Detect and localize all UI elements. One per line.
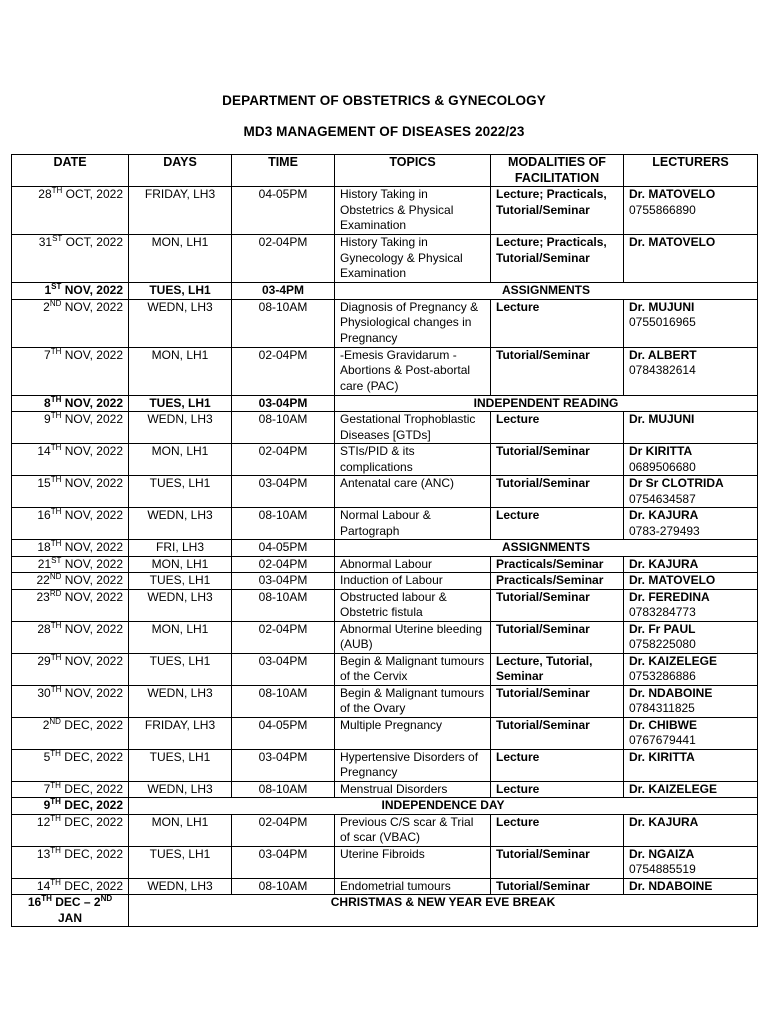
lecturer-cell (624, 299, 758, 347)
time-cell: 04-05PM (232, 717, 335, 749)
event-cell: ASSIGNMENTS (335, 540, 758, 557)
date-cell (12, 895, 129, 927)
lecturer-cell (624, 444, 758, 476)
time-cell: 02-04PM (232, 621, 335, 653)
lecturer-phone: 0753286886 (629, 669, 696, 683)
lecturer-cell (624, 347, 758, 395)
time-cell: 03-04PM (232, 573, 335, 590)
table-row (12, 508, 758, 540)
lecturer-name: Dr Sr CLOTRIDA (629, 476, 724, 490)
date-cell (12, 717, 129, 749)
date-suffix: TH (50, 443, 62, 452)
date-month: DEC, 2022 (60, 846, 123, 861)
topic-cell: Abnormal Labour (335, 556, 491, 573)
lecturer-name: Dr. NDABOINE (629, 685, 713, 700)
days-cell: MON, LH1 (129, 347, 232, 395)
header-days: DAYS (129, 155, 232, 187)
table-row (12, 798, 758, 815)
lecturer-cell (624, 508, 758, 540)
lecturer-phone: 0754885519 (629, 862, 696, 876)
days-cell: WEDN, LH3 (129, 878, 232, 895)
header-time: TIME (232, 155, 335, 187)
lecturer-cell (624, 235, 758, 283)
modality-cell: Tutorial/Seminar (491, 878, 624, 895)
date-cell (12, 187, 129, 235)
days-cell: TUES, LH1 (129, 395, 232, 412)
time-cell: 02-04PM (232, 814, 335, 846)
table-row (12, 444, 758, 476)
date-month: NOV, 2022 (61, 540, 123, 554)
date-suffix: TH (50, 846, 61, 855)
modality-cell: Tutorial/Seminar (491, 589, 624, 621)
date-day: 18 (37, 540, 51, 554)
lecturer-cell (624, 814, 758, 846)
lecturer-cell (624, 685, 758, 717)
date-cell (12, 685, 129, 717)
days-cell: MON, LH1 (129, 814, 232, 846)
time-cell: 03-04PM (232, 846, 335, 878)
date-month: NOV, 2022 (61, 299, 123, 314)
topic-cell: Gestational Trophoblastic Diseases [GTDs] (335, 412, 491, 444)
topic-cell: Menstrual Disorders (335, 781, 491, 798)
time-cell: 03-04PM (232, 395, 335, 412)
days-cell: MON, LH1 (129, 235, 232, 283)
date-day: 30 (37, 685, 51, 700)
date-month: NOV, 2022 (61, 412, 123, 426)
date-month: NOV, 2022 (61, 476, 123, 490)
date-day: 31 (38, 235, 53, 249)
date-cell (12, 235, 129, 283)
topic-cell: -Emesis Gravidarum -Abortions & Post-abortal care (PAC) (335, 347, 491, 395)
days-cell: MON, LH1 (129, 556, 232, 573)
time-cell: 03-4PM (232, 283, 335, 300)
lecturer-cell (624, 781, 758, 798)
days-cell: MON, LH1 (129, 444, 232, 476)
date-suffix: TH (50, 475, 62, 484)
topic-cell: Uterine Fibroids (335, 846, 491, 878)
modality-cell: Tutorial/Seminar (491, 347, 624, 395)
lecturer-name: Dr. KAIZELEGE (629, 781, 718, 796)
date-day: 9 (43, 798, 51, 812)
date-day: 28 (38, 187, 52, 201)
date-suffix: ND (49, 717, 61, 726)
time-cell: 03-04PM (232, 653, 335, 685)
table-row (12, 412, 758, 444)
header-modalities: MODALITIES OF FACILITATION (491, 155, 624, 187)
date-month: DEC, 2022 (60, 781, 123, 796)
date-suffix: ST (51, 282, 62, 291)
date-day: 1 (44, 283, 52, 297)
date-day: 28 (37, 621, 51, 636)
schedule-table (11, 154, 758, 927)
time-cell: 02-04PM (232, 556, 335, 573)
lecturer-name: Dr. KAJURA (629, 814, 699, 829)
table-row (12, 395, 758, 412)
lecturer-phone: 0783284773 (629, 605, 696, 619)
date-day: 21 (37, 556, 52, 571)
date-month: DEC, 2022 (60, 798, 123, 812)
lecturer-cell (624, 556, 758, 573)
modality-cell: Practicals/Seminar (491, 573, 624, 590)
lecturer-name: Dr. FEREDINA (629, 589, 710, 604)
days-cell: FRIDAY, LH3 (129, 717, 232, 749)
lecturer-cell (624, 187, 758, 235)
days-cell: WEDN, LH3 (129, 508, 232, 540)
table-row (12, 556, 758, 573)
table-row (12, 299, 758, 347)
table-row (12, 589, 758, 621)
time-cell: 08-10AM (232, 299, 335, 347)
date-suffix: TH (50, 539, 62, 548)
date-cell (12, 476, 129, 508)
time-cell: 08-10AM (232, 781, 335, 798)
date-day: 23 (36, 589, 50, 604)
lecturer-name: Dr. CHIBWE (629, 717, 698, 732)
date-suffix: TH (50, 685, 62, 694)
time-cell: 04-05PM (232, 187, 335, 235)
date-cell (12, 814, 129, 846)
date-month: DEC – 2 (51, 895, 101, 909)
topic-cell: Begin & Malignant tumours of the Ovary (335, 685, 491, 717)
lecturer-phone: 0783-279493 (629, 523, 700, 538)
event-cell: ASSIGNMENTS (335, 283, 758, 300)
table-row (12, 540, 758, 557)
header-lecturers: LECTURERS (624, 155, 758, 187)
date-month: DEC, 2022 (60, 717, 123, 732)
lecturer-name: Dr KIRITTA (629, 444, 693, 458)
date-month: NOV, 2022 (61, 347, 123, 362)
time-cell: 02-04PM (232, 347, 335, 395)
days-cell: WEDN, LH3 (129, 412, 232, 444)
header-topics: TOPICS (335, 155, 491, 187)
table-row (12, 878, 758, 895)
date-day: 2 (42, 717, 50, 732)
modality-cell: Tutorial/Seminar (491, 444, 624, 476)
date-month: NOV, 2022 (61, 621, 123, 636)
time-cell: 02-04PM (232, 444, 335, 476)
date-suffix: TH (50, 653, 62, 662)
topic-cell: Induction of Labour (335, 573, 491, 590)
days-cell: TUES, LH1 (129, 749, 232, 781)
date-month: NOV, 2022 (61, 589, 123, 604)
date-suffix: TH (41, 894, 52, 903)
date-day: 12 (36, 814, 51, 829)
lecturer-name: Dr. MATOVELO (629, 187, 716, 201)
modality-cell: Lecture, Tutorial, Seminar (491, 653, 624, 685)
lecturer-name: Dr. MATOVELO (629, 573, 716, 587)
topic-cell: Abnormal Uterine bleeding (AUB) (335, 621, 491, 653)
modality-cell: Tutorial/Seminar (491, 685, 624, 717)
days-cell: FRIDAY, LH3 (129, 187, 232, 235)
header-row (12, 155, 758, 187)
date-suffix: TH (50, 347, 62, 356)
table-row (12, 187, 758, 235)
days-cell: TUES, LH1 (129, 476, 232, 508)
date-cell (12, 798, 129, 815)
lecturer-phone: 0754634587 (629, 491, 696, 506)
date-month: NOV, 2022 (61, 395, 123, 410)
modality-cell: Lecture (491, 749, 624, 781)
lecturer-name: Dr. KIRITTA (629, 749, 695, 764)
modality-cell: Tutorial/Seminar (491, 717, 624, 749)
date-suffix: ND (100, 894, 113, 903)
date-suffix: ND (49, 299, 62, 308)
time-cell: 03-04PM (232, 476, 335, 508)
lecturer-name: Dr. Fr PAUL (629, 621, 696, 636)
lecturer-phone: 0689506680 (629, 459, 696, 474)
lecturer-cell (624, 589, 758, 621)
date-cell (12, 589, 129, 621)
date-cell (12, 444, 129, 476)
time-cell: 03-04PM (232, 749, 335, 781)
topic-cell: Multiple Pregnancy (335, 717, 491, 749)
days-cell: TUES, LH1 (129, 283, 232, 300)
date-month: NOV, 2022 (61, 283, 123, 297)
lecturer-name: Dr. MUJUNI (629, 299, 695, 314)
table-row (12, 781, 758, 798)
lecturer-phone: 0767679441 (629, 733, 696, 747)
date-cell (12, 781, 129, 798)
topic-cell: Obstructed labour & Obstetric fistula (335, 589, 491, 621)
date-month: NOV, 2022 (61, 685, 123, 700)
date-suffix: TH (50, 621, 62, 630)
lecturer-name: Dr. ALBERT (629, 347, 697, 362)
date-suffix: ND (49, 572, 62, 581)
modality-cell: Lecture; Practicals, Tutorial/Seminar (491, 187, 624, 235)
topic-cell: History Taking in Obstetrics & Physical Examination (335, 187, 491, 235)
table-row (12, 749, 758, 781)
time-cell: 08-10AM (232, 685, 335, 717)
modality-cell: Tutorial/Seminar (491, 621, 624, 653)
table-row (12, 235, 758, 283)
date-cell (12, 846, 129, 878)
lecturer-name: Dr. KAJURA (629, 556, 699, 571)
lecturer-cell (624, 749, 758, 781)
modality-cell: Tutorial/Seminar (491, 846, 624, 878)
time-cell: 02-04PM (232, 235, 335, 283)
topic-cell: STIs/PID & its complications (335, 444, 491, 476)
date-cell (12, 878, 129, 895)
time-cell: 04-05PM (232, 540, 335, 557)
date-suffix: TH (50, 395, 62, 404)
modality-cell: Lecture (491, 814, 624, 846)
lecturer-name: Dr. MATOVELO (629, 235, 716, 249)
date-cell (12, 621, 129, 653)
topic-cell: Previous C/S scar & Trial of scar (VBAC) (335, 814, 491, 846)
date-day: 13 (36, 846, 51, 861)
table-row (12, 895, 758, 927)
table-row (12, 717, 758, 749)
date-month: JAN (57, 910, 82, 925)
date-cell (12, 508, 129, 540)
date-suffix: ST (51, 556, 62, 565)
days-cell: FRI, LH3 (129, 540, 232, 557)
date-suffix: TH (50, 797, 61, 806)
topic-cell: Endometrial tumours (335, 878, 491, 895)
date-day: 7 (44, 347, 51, 362)
date-day: 16 (37, 508, 51, 522)
lecturer-cell (624, 476, 758, 508)
time-cell: 08-10AM (232, 508, 335, 540)
days-cell: WEDN, LH3 (129, 589, 232, 621)
modality-cell: Lecture (491, 781, 624, 798)
date-day: 8 (44, 395, 51, 410)
date-cell (12, 412, 129, 444)
date-month: DEC, 2022 (60, 749, 123, 764)
date-cell (12, 653, 129, 685)
date-cell (12, 556, 129, 573)
lecturer-cell (624, 412, 758, 444)
topic-cell: Antenatal care (ANC) (335, 476, 491, 508)
event-cell: INDEPENDENCE DAY (129, 798, 758, 815)
days-cell: WEDN, LH3 (129, 299, 232, 347)
date-month: NOV, 2022 (61, 653, 123, 668)
date-day: 7 (43, 781, 51, 796)
date-month: NOV, 2022 (61, 573, 123, 587)
date-day: 5 (43, 749, 51, 764)
department-title: DEPARTMENT OF OBSTETRICS & GYNECOLOGY (222, 93, 546, 108)
date-month: NOV, 2022 (61, 444, 123, 458)
date-day: 15 (37, 476, 51, 490)
date-day: 9 (44, 412, 51, 426)
date-suffix: RD (49, 589, 62, 598)
days-cell: TUES, LH1 (129, 653, 232, 685)
schedule-body (12, 187, 758, 927)
date-day: 29 (37, 653, 51, 668)
lecturer-cell (624, 573, 758, 590)
date-month: DEC, 2022 (60, 814, 123, 829)
date-cell (12, 299, 129, 347)
date-cell (12, 573, 129, 590)
modality-cell: Practicals/Seminar (491, 556, 624, 573)
table-row (12, 814, 758, 846)
date-month: OCT, 2022 (62, 235, 123, 249)
date-cell (12, 395, 129, 412)
date-day: 16 (27, 895, 42, 909)
table-row (12, 653, 758, 685)
date-month: NOV, 2022 (61, 508, 123, 522)
date-suffix: TH (50, 749, 61, 758)
event-cell: INDEPENDENT READING (335, 395, 758, 412)
date-cell (12, 540, 129, 557)
date-suffix: TH (51, 186, 63, 195)
lecturer-name: Dr. NDABOINE (629, 878, 713, 893)
lecturer-name: Dr. KAJURA (629, 508, 699, 522)
table-row (12, 347, 758, 395)
time-cell: 08-10AM (232, 412, 335, 444)
lecturer-cell (624, 653, 758, 685)
date-day: 2 (43, 299, 50, 314)
lecturer-phone: 0758225080 (629, 637, 696, 651)
table-row (12, 685, 758, 717)
time-cell: 08-10AM (232, 878, 335, 895)
days-cell: WEDN, LH3 (129, 781, 232, 798)
days-cell: TUES, LH1 (129, 573, 232, 590)
table-row (12, 573, 758, 590)
lecturer-phone: 0755866890 (629, 202, 696, 217)
date-month: OCT, 2022 (62, 187, 123, 201)
lecturer-cell (624, 717, 758, 749)
lecturer-name: Dr. NGAIZA (629, 846, 695, 861)
date-day: 14 (37, 444, 51, 458)
date-month: DEC, 2022 (60, 878, 123, 893)
date-suffix: TH (50, 781, 61, 790)
date-cell (12, 347, 129, 395)
topic-cell: History Taking in Gynecology & Physical Examination (335, 235, 491, 283)
topic-cell: Diagnosis of Pregnancy & Physiological changes in Pregnancy (335, 299, 491, 347)
table-row (12, 621, 758, 653)
lecturer-phone: 0755016965 (629, 315, 696, 329)
topic-cell: Normal Labour & Partograph (335, 508, 491, 540)
date-cell (12, 749, 129, 781)
date-suffix: TH (50, 507, 62, 516)
date-cell (12, 283, 129, 300)
topic-cell: Hypertensive Disorders of Pregnancy (335, 749, 491, 781)
modality-cell: Tutorial/Seminar (491, 476, 624, 508)
lecturer-name: Dr. MUJUNI (629, 412, 695, 426)
lecturer-phone: 0784382614 (629, 363, 696, 377)
date-day: 14 (36, 878, 51, 893)
header-date: DATE (12, 155, 129, 187)
date-day: 22 (36, 573, 50, 587)
days-cell: MON, LH1 (129, 621, 232, 653)
time-cell: 08-10AM (232, 589, 335, 621)
date-suffix: TH (50, 814, 61, 823)
event-cell: CHRISTMAS & NEW YEAR EVE BREAK (129, 895, 758, 927)
modality-cell: Lecture; Practicals, Tutorial/Seminar (491, 235, 624, 283)
modality-cell: Lecture (491, 412, 624, 444)
days-cell: WEDN, LH3 (129, 685, 232, 717)
course-title: MD3 MANAGEMENT OF DISEASES 2022/23 (243, 124, 525, 139)
lecturer-phone: 0784311825 (629, 701, 695, 715)
date-suffix: TH (50, 878, 61, 887)
date-month: NOV, 2022 (61, 556, 123, 571)
lecturer-name: Dr. KAIZELEGE (629, 653, 718, 668)
modality-cell: Lecture (491, 508, 624, 540)
modality-cell: Lecture (491, 299, 624, 347)
date-suffix: TH (50, 411, 62, 420)
topic-cell: Begin & Malignant tumours of the Cervix (335, 653, 491, 685)
table-row (12, 476, 758, 508)
days-cell: TUES, LH1 (129, 846, 232, 878)
lecturer-cell (624, 878, 758, 895)
table-row (12, 283, 758, 300)
table-row (12, 846, 758, 878)
lecturer-cell (624, 621, 758, 653)
date-suffix: ST (52, 234, 63, 243)
lecturer-cell (624, 846, 758, 878)
